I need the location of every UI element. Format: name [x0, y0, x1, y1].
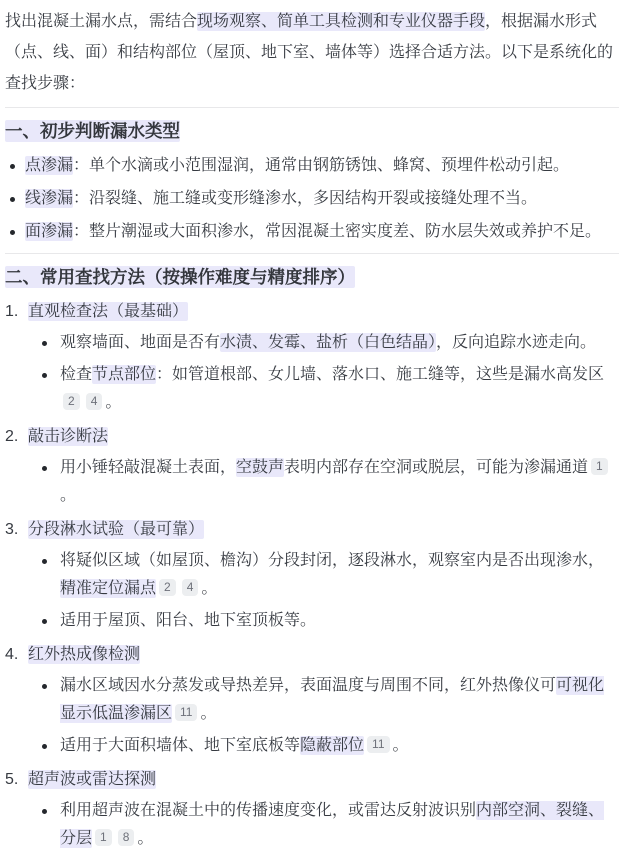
method-number: 1.: [5, 303, 19, 320]
citation-badge[interactable]: 11: [175, 704, 197, 721]
method-number: 3.: [5, 521, 19, 538]
text-segment: 。: [392, 737, 409, 754]
highlight-span: 超声波或雷达探测: [28, 771, 157, 788]
method-title: [28, 768, 156, 792]
highlight-span: 线渗漏: [25, 190, 74, 207]
citation-badge[interactable]: 1: [591, 458, 608, 475]
method-bullet-list: [35, 547, 619, 635]
method-item: [5, 643, 619, 667]
list-item: [35, 361, 619, 417]
bullet-dot: [42, 559, 47, 564]
bullet-dot: [42, 373, 47, 378]
text-segment: 漏水区域因水分蒸发或导热差异，表面温度与周围不同，红外热像仪可: [60, 677, 557, 694]
list-item: [35, 607, 619, 635]
text-segment: 表明内部存在空洞或脱层，可能为渗漏通道: [284, 459, 589, 476]
highlight-span: 节点部位: [92, 366, 157, 383]
highlight-span: 内部空洞、裂缝、分层: [60, 802, 605, 847]
method-bullet-list: [35, 329, 619, 417]
method-title: [28, 518, 204, 542]
method-title: [28, 643, 140, 667]
text-segment: 。: [105, 394, 122, 411]
highlight-span: 红外热成像检测: [28, 646, 141, 663]
section-heading: [5, 264, 619, 290]
method-title: [28, 300, 188, 324]
list-item: [5, 220, 619, 244]
list-item: [5, 187, 619, 211]
text-segment: 利用超声波在混凝土中的传播速度变化，或雷达反射波识别: [60, 802, 477, 819]
text-segment: 。: [60, 487, 77, 504]
highlight-span: 敲击诊断法: [28, 428, 109, 445]
highlight-span: 可视化显示低温渗漏区: [60, 677, 605, 722]
citation-badge[interactable]: 1: [95, 829, 112, 846]
text-segment: 适用于屋顶、阳台、地下室顶板等。: [60, 612, 317, 629]
text-segment: ，反向追踪水迹走向。: [436, 334, 597, 351]
text-segment: 观察墙面、地面是否有: [60, 334, 221, 351]
highlight-span: 直观检查法（最基础）: [28, 303, 189, 320]
list-item: [5, 154, 619, 178]
method-title: [28, 425, 108, 449]
text-segment: 。: [201, 580, 218, 597]
list-item: [35, 672, 619, 728]
bullet-list: [5, 154, 619, 244]
bullet-dot: [42, 809, 47, 814]
list-item: [35, 454, 619, 510]
intro-paragraph: [5, 6, 619, 99]
highlight-span: 空鼓声: [236, 459, 285, 476]
text-segment: 适用于大面积墙体、地下室底板等: [60, 737, 301, 754]
highlight-span: 点渗漏: [25, 157, 74, 174]
method-item: [5, 425, 619, 449]
bullet-dot: [42, 466, 47, 471]
citation-badge[interactable]: 4: [182, 579, 199, 596]
bullet-dot: [42, 341, 47, 346]
text-segment: ，根据漏水形式（点、线、面）和结构部位（屋顶、地下室、墙体等）选择合适方法。以下是系统化的查找步骤：: [5, 13, 614, 92]
list-item: [35, 732, 619, 760]
section-divider: [5, 107, 619, 108]
list-item: [35, 797, 619, 853]
text-segment: 用小锤轻敲混凝土表面，: [60, 459, 237, 476]
highlight-span: 精准定位漏点: [60, 580, 157, 597]
method-number: 4.: [5, 646, 19, 663]
highlight-span: 分段淋水试验（最可靠）: [28, 521, 205, 538]
method-bullet-list: [35, 797, 619, 853]
method-item: [5, 768, 619, 792]
bullet-dot: [42, 684, 47, 689]
method-item: [5, 518, 619, 542]
method-bullet-list: [35, 672, 619, 760]
citation-badge[interactable]: 8: [118, 829, 135, 846]
highlight-span: 面渗漏: [25, 223, 74, 240]
text-segment: ：单个水滴或小范围湿润，通常由钢筋锈蚀、蜂窝、预埋件松动引起。: [73, 157, 570, 174]
bullet-dot: [10, 197, 15, 202]
bullet-dot: [42, 744, 47, 749]
bullet-dot: [10, 164, 15, 169]
method-item: [5, 300, 619, 324]
highlight-span: 现场观察、简单工具检测和专业仪器手段: [197, 13, 486, 30]
text-segment: 。: [137, 830, 154, 847]
bullet-dot: [10, 230, 15, 235]
citation-badge[interactable]: 11: [367, 736, 389, 753]
section-heading: [5, 118, 619, 144]
text-segment: 将疑似区域（如屋顶、檐沟）分段封闭，逐段淋水，观察室内是否出现渗水，: [60, 552, 605, 569]
method-bullet-list: [35, 454, 619, 510]
text-segment: 。: [200, 705, 217, 722]
highlight-span: 一、初步判断漏水类型: [5, 121, 180, 141]
list-item: [35, 329, 619, 357]
section-divider: [5, 253, 619, 254]
highlight-span: 隐蔽部位: [300, 737, 365, 754]
method-number: 5.: [5, 771, 19, 788]
list-item: [35, 547, 619, 603]
bullet-dot: [42, 619, 47, 624]
text-segment: ：如管道根部、女儿墙、落水口、施工缝等，这些是漏水高发区: [156, 366, 605, 383]
citation-badge[interactable]: 2: [159, 579, 176, 596]
citation-badge[interactable]: 2: [63, 393, 80, 410]
text-segment: ：沿裂缝、施工缝或变形缝渗水，多因结构开裂或接缝处理不当。: [73, 190, 538, 207]
method-number: 2.: [5, 428, 19, 445]
text-segment: ：整片潮湿或大面积渗水，常因混凝土密实度差、防水层失效或养护不足。: [73, 223, 602, 240]
highlight-span: 水渍、发霉、盐析（白色结晶）: [220, 334, 437, 351]
highlight-span: 二、常用查找方法（按操作难度与精度排序）: [5, 267, 355, 287]
text-segment: 找出混凝土漏水点，需结合: [5, 13, 198, 30]
text-segment: 检查: [60, 366, 93, 383]
citation-badge[interactable]: 4: [86, 393, 103, 410]
